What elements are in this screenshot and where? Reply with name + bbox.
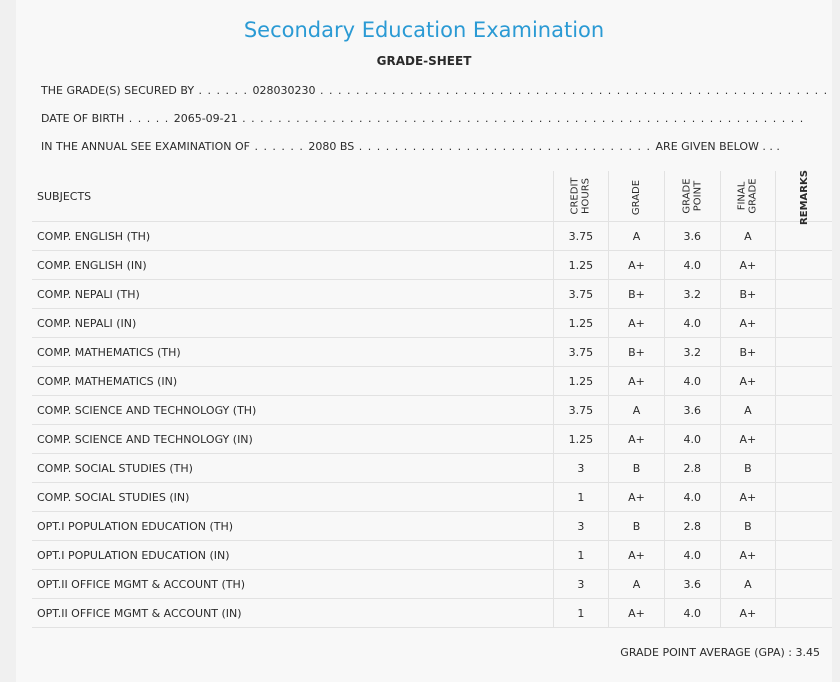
header-gp-label-2: POINT: [692, 180, 704, 212]
final-grade-cell: A+: [720, 367, 776, 396]
subject-cell: COMP. SOCIAL STUDIES (TH): [32, 454, 553, 483]
final-grade-cell: B+: [720, 338, 776, 367]
remarks-cell: [776, 512, 832, 541]
subject-cell: COMP. NEPALI (TH): [32, 280, 553, 309]
info-line-examination: IN THE ANNUAL SEE EXAMINATION OF . . . . . . 2080 BS . . . . . . . . . . . . . . . . . . . . . . . . . . . . . . . . . ARE GIVEN BELOW . . .: [41, 140, 780, 153]
header-hours-label: HOURS: [580, 177, 592, 215]
grade-point-cell: 4.0: [664, 599, 720, 628]
grade-cell: A+: [609, 483, 665, 512]
grade-cell: A: [609, 570, 665, 599]
header-grade: [609, 171, 665, 222]
exam-title: Secondary Education Examination: [243, 18, 605, 42]
gpa-value: 3.45: [795, 646, 820, 659]
table-row: [32, 425, 832, 454]
remarks-cell: [776, 367, 832, 396]
credit-hours-cell: 3.75: [553, 280, 609, 309]
grade-cell: B+: [609, 338, 665, 367]
subject-cell: COMP. SOCIAL STUDIES (IN): [32, 483, 553, 512]
credit-hours-cell: 3: [553, 454, 609, 483]
grade-point-cell: 3.2: [664, 338, 720, 367]
subject-cell: COMP. ENGLISH (TH): [32, 222, 553, 251]
subject-cell: OPT.II OFFICE MGMT & ACCOUNT (TH): [32, 570, 553, 599]
credit-hours-cell: 3.75: [553, 222, 609, 251]
grade-point-cell: 4.0: [664, 541, 720, 570]
info-label-secured-by: THE GRADE(S) SECURED BY: [41, 84, 195, 97]
grade-point-cell: 3.6: [664, 396, 720, 425]
subject-cell: OPT.I POPULATION EDUCATION (TH): [32, 512, 553, 541]
final-grade-cell: A+: [720, 251, 776, 280]
table-row: [32, 367, 832, 396]
table-row: [32, 454, 832, 483]
header-remarks-label: REMARKS: [798, 169, 810, 225]
header-credit-hours: [553, 171, 609, 222]
subject-cell: OPT.I POPULATION EDUCATION (IN): [32, 541, 553, 570]
grade-point-cell: 2.8: [664, 512, 720, 541]
credit-hours-cell: 1.25: [553, 251, 609, 280]
grade-cell: A+: [609, 251, 665, 280]
table-row: [32, 309, 832, 338]
table-header-row: [32, 171, 832, 222]
final-grade-cell: B+: [720, 280, 776, 309]
remarks-cell: [776, 425, 832, 454]
grade-cell: A+: [609, 541, 665, 570]
remarks-cell: [776, 251, 832, 280]
remarks-cell: [776, 483, 832, 512]
info-label-exam: IN THE ANNUAL SEE EXAMINATION OF: [41, 140, 250, 153]
subject-cell: COMP. ENGLISH (IN): [32, 251, 553, 280]
grade-cell: A+: [609, 367, 665, 396]
table-row: [32, 222, 832, 251]
header-fg-label-2: GRADE: [747, 178, 759, 214]
header-subjects: SUBJECTS: [32, 171, 553, 222]
header-remarks: [776, 169, 832, 225]
remarks-cell: [776, 599, 832, 628]
symbol-number: 028030230: [252, 84, 316, 97]
date-of-birth: 2065-09-21: [173, 112, 238, 125]
header-fg-label-1: FINAL: [736, 181, 748, 211]
grade-sheet: [16, 0, 832, 682]
remarks-cell: [776, 396, 832, 425]
credit-hours-cell: 3: [553, 570, 609, 599]
info-line-grades-secured: THE GRADE(S) SECURED BY . . . . . . 028030230 . . . . . . . . . . . . . . . . . . . . . . . . . . . . . . . . . . . . . . . . . . . . . . . . . . . . . . . . .: [41, 84, 829, 97]
table-row: [32, 570, 832, 599]
remarks-cell: [776, 454, 832, 483]
gpa-label: GRADE POINT AVERAGE (GPA) :: [620, 646, 792, 659]
final-grade-cell: B: [720, 512, 776, 541]
grade-cell: A+: [609, 599, 665, 628]
credit-hours-cell: 1.25: [553, 309, 609, 338]
final-grade-cell: A: [720, 222, 776, 251]
grade-cell: B+: [609, 280, 665, 309]
credit-hours-cell: 1.25: [553, 367, 609, 396]
exam-year: 2080 BS: [308, 140, 355, 153]
info-label-dob: DATE OF BIRTH: [41, 112, 125, 125]
table-row: [32, 396, 832, 425]
grade-cell: A: [609, 396, 665, 425]
grade-cell: B: [609, 454, 665, 483]
grade-point-cell: 3.6: [664, 570, 720, 599]
header-final-grade: [720, 171, 776, 222]
info-suffix: ARE GIVEN BELOW . . .: [655, 140, 780, 153]
subject-cell: COMP. SCIENCE AND TECHNOLOGY (TH): [32, 396, 553, 425]
table-row: [32, 251, 832, 280]
final-grade-cell: A+: [720, 483, 776, 512]
credit-hours-cell: 3.75: [553, 396, 609, 425]
final-grade-cell: A+: [720, 541, 776, 570]
gpa-summary: [620, 646, 820, 659]
credit-hours-cell: 1: [553, 483, 609, 512]
header-gp-label-1: GRADE: [681, 178, 693, 214]
grade-point-cell: 4.0: [664, 367, 720, 396]
credit-hours-cell: 3.75: [553, 338, 609, 367]
remarks-cell: [776, 280, 832, 309]
remarks-cell: [776, 541, 832, 570]
table-row: [32, 483, 832, 512]
grade-cell: B: [609, 512, 665, 541]
remarks-cell: [776, 570, 832, 599]
grade-point-cell: 3.2: [664, 280, 720, 309]
table-row: [32, 338, 832, 367]
credit-hours-cell: 1.25: [553, 425, 609, 454]
final-grade-cell: A+: [720, 425, 776, 454]
grade-point-cell: 4.0: [664, 309, 720, 338]
grades-table: [32, 171, 832, 628]
subject-cell: OPT.II OFFICE MGMT & ACCOUNT (IN): [32, 599, 553, 628]
subject-cell: COMP. MATHEMATICS (TH): [32, 338, 553, 367]
info-line-date-of-birth: DATE OF BIRTH . . . . . 2065-09-21 . . . . . . . . . . . . . . . . . . . . . . . . . . . . . . . . . . . . . . . . . . . . . . . . . . . . . . . . . . . . . . .: [41, 112, 805, 125]
grade-cell: A: [609, 222, 665, 251]
header-grade-point: [664, 171, 720, 222]
credit-hours-cell: 3: [553, 512, 609, 541]
grade-cell: A+: [609, 309, 665, 338]
credit-hours-cell: 1: [553, 541, 609, 570]
subject-cell: COMP. SCIENCE AND TECHNOLOGY (IN): [32, 425, 553, 454]
subject-cell: COMP. MATHEMATICS (IN): [32, 367, 553, 396]
grade-point-cell: 4.0: [664, 425, 720, 454]
subject-cell: COMP. NEPALI (IN): [32, 309, 553, 338]
grade-point-cell: 2.8: [664, 454, 720, 483]
final-grade-cell: A: [720, 570, 776, 599]
grade-point-cell: 4.0: [664, 483, 720, 512]
grade-cell: A+: [609, 425, 665, 454]
remarks-cell: [776, 338, 832, 367]
table-row: [32, 512, 832, 541]
final-grade-cell: A: [720, 396, 776, 425]
table-row: [32, 541, 832, 570]
header-grade-label: GRADE: [631, 179, 643, 215]
final-grade-cell: A+: [720, 309, 776, 338]
final-grade-cell: A+: [720, 599, 776, 628]
remarks-cell: [776, 309, 832, 338]
credit-hours-cell: 1: [553, 599, 609, 628]
final-grade-cell: B: [720, 454, 776, 483]
table-row: [32, 599, 832, 628]
table-row: [32, 280, 832, 309]
grade-point-cell: 4.0: [664, 251, 720, 280]
sheet-subtitle: GRADE-SHEET: [376, 54, 472, 68]
remarks-cell: [776, 222, 832, 251]
grade-point-cell: 3.6: [664, 222, 720, 251]
header-credit-label: CREDIT: [569, 177, 581, 215]
